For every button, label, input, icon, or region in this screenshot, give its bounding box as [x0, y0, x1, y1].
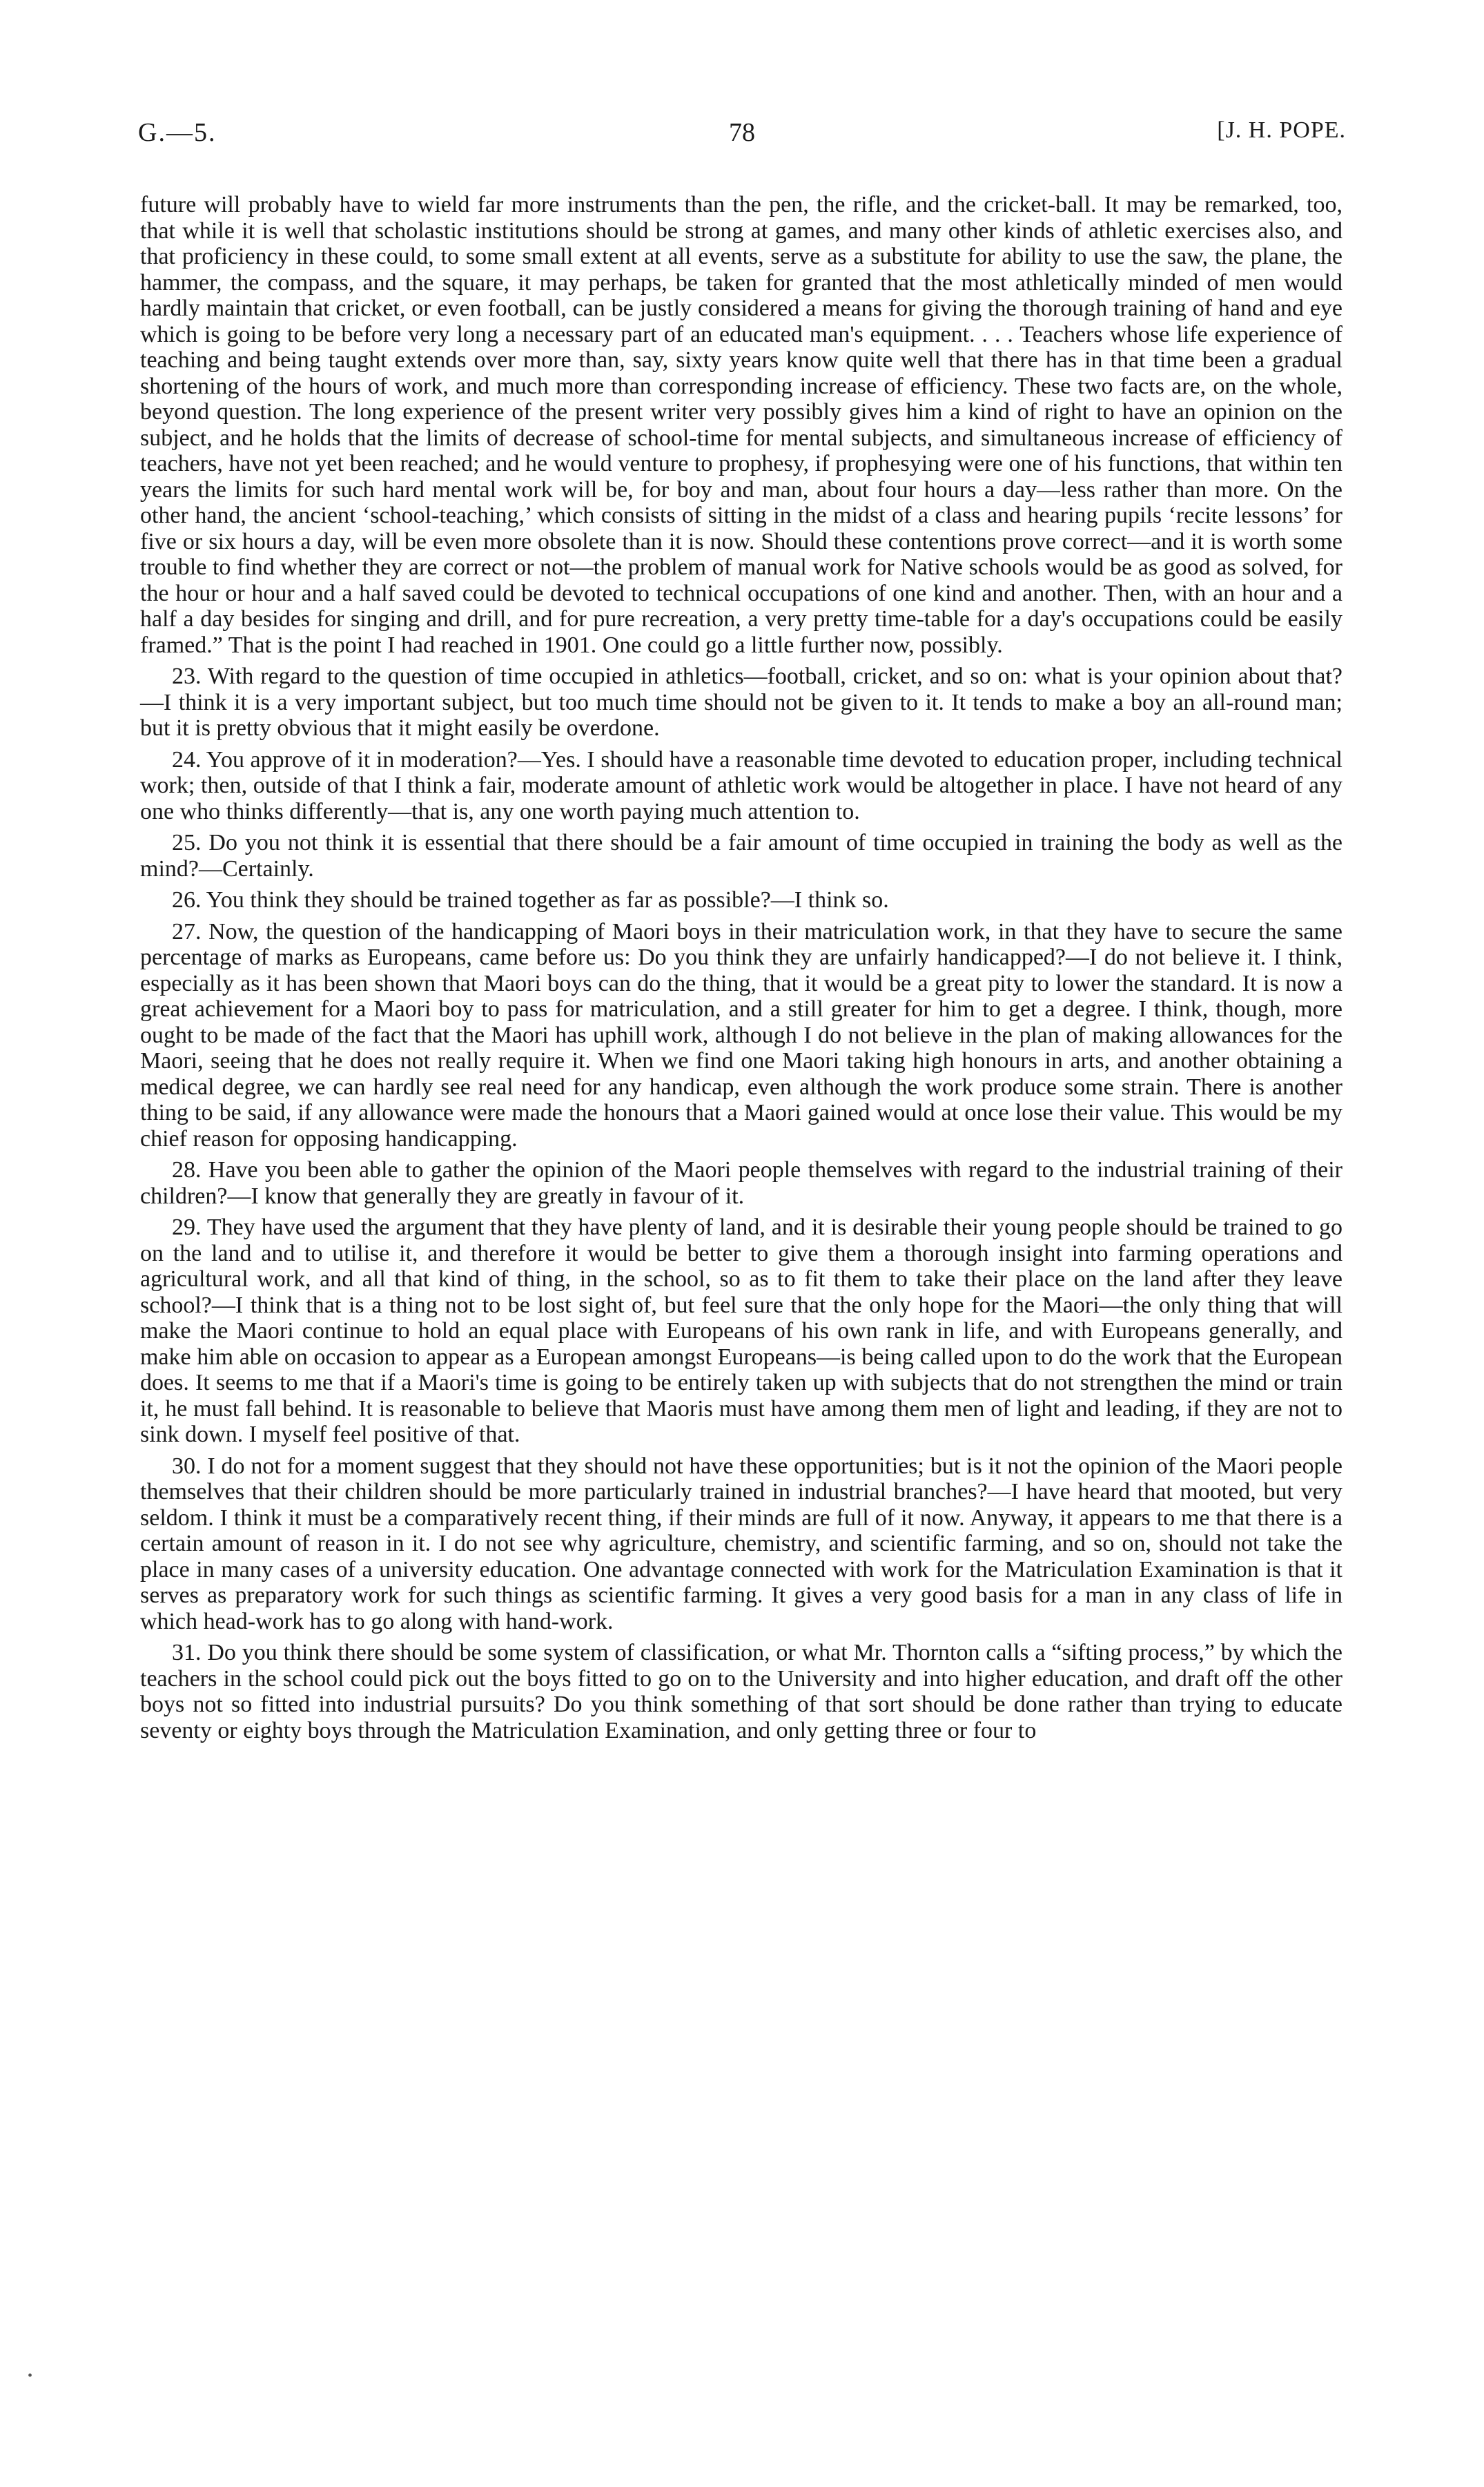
- witness-name: [J. H. POPE.: [1217, 117, 1346, 143]
- question-28: 28. Have you been able to gather the opinion of the Maori people themselves with regard to the industrial training of their children?—I know that generally they are greatly in favour of it.: [140, 1157, 1343, 1209]
- question-27: 27. Now, the question of the handicapping of Maori boys in their matriculation work, in that they have to secure the same percentage of marks as Europeans, came before us: Do you think they are unfairly handicapped?—I do not believe it. I think, especially as it has been shown that Maori boys can do the thing, that it would be a great pity to lower the standard. It is now a great achievement for a Maori boy to pass for matriculation, and a still greater for him to get a degree. I think, though, more ought to be made of the fact that the Maori has uphill work, although I do not believe in the plan of making allowances for the Maori, seeing that he does not really require it. When we find one Maori taking high honours in arts, and another obtaining a medical degree, we can hardly see real need for any handicap, even although the work produce some strain. There is another thing to be said, if any allowance were made the honours that a Maori gained would at once lose their value. This would be my chief reason for opposing handicapping.: [140, 918, 1343, 1152]
- margin-mark-decoration: •: [28, 2368, 33, 2383]
- question-25: 25. Do you not think it is essential that there should be a fair amount of time occupied in training the body as well as the mind?—Certainly.: [140, 830, 1343, 882]
- page-body: [140, 192, 1343, 1749]
- question-23: 23. With regard to the question of time occupied in athletics—football, cricket, and so on: what is your opinion about that?—I think it is a very important subject, but too much time should not be given to it. It tends to make a boy an all-round man; but it is pretty obvious that it might easily be overdone.: [140, 664, 1343, 741]
- document-reference: G.—5.: [138, 118, 217, 147]
- page-number: 78: [729, 118, 755, 147]
- question-30: 30. I do not for a moment suggest that they should not have these opportunities; but is it not the opinion of the Maori people themselves that their children should be more particularly trained in industrial branches?—I have heard that mooted, but very seldom. I think it must be a comparatively recent thing, if their minds are full of it now. Anyway, it appears to me that there is a certain amount of reason in it. I do not see why agriculture, chemistry, and scientific farming, and so on, should not take the place in many cases of a university education. One advantage connected with work for the Matriculation Examination is that it serves as preparatory work for such things as scientific farming. It gives a very good basis for a man in any class of life in which head-work has to go along with hand-work.: [140, 1453, 1343, 1634]
- question-31: 31. Do you think there should be some system of classification, or what Mr. Thornton calls a “sifting process,” by which the teachers in the school could pick out the boys fitted to go on to the University and into higher education, and draft off the other boys not so fitted into industrial pursuits? Do you think something of that sort should be done rather than trying to educate seventy or eighty boys through the Matriculation Examination, and only getting three or four to: [140, 1640, 1343, 1743]
- question-26: 26. You think they should be trained together as far as possible?—I think so.: [172, 887, 889, 913]
- question-24: 24. You approve of it in moderation?—Yes. I should have a reasonable time devoted to education proper, including technical work; then, outside of that I think a fair, moderate amount of athletic work would be altogether in place. I have not heard of any one who thinks differently—that is, any one worth paying much attention to.: [140, 746, 1343, 824]
- continued-paragraph: future will probably have to wield far more instruments than the pen, the rifle, and the cricket-ball. It may be remarked, too, that while it is well that scholastic institutions should be strong at games, and many other kinds of athletic exercises also, and that proficiency in these could, to some small extent at all events, serve as a substitute for ability to use the saw, the plane, the hammer, the compass, and the square, it may perhaps, be taken for granted that the most athletically minded of men would hardly maintain that cricket, or even football, can be justly considered a means for giving the thorough training of hand and eye which is going to be before very long a necessary part of an educated man's equipment. . . . Teachers whose life experience of teaching and being taught extends over more than, say, sixty years know quite well that there has in that time been a gradual shortening of the hours of work, and much more than corresponding increase of efficiency. These two facts are, on the whole, beyond question. The long experience of the present writer very possibly gives him a kind of right to have an opinion on the subject, and he holds that the limits of decrease of school-time for mental subjects, and simultaneous increase of efficiency of teachers, have not yet been reached; and he would venture to prophesy, if prophesying were one of his functions, that within ten years the limits for such hard mental work will be, for boy and man, about four hours a day—less rather than more. On the other hand, the ancient ‘school-teaching,’ which consists of sitting in the midst of a class and hearing pupils ‘recite lessons’ for five or six hours a day, will be even more obsolete than it is now. Should these contentions prove correct—and it is worth some trouble to find whether they are correct or not—the problem of manual work for Native schools would be as good as solved, for the hour or hour and a half saved could be devoted to technical occupations of one kind and another. Then, with an hour and a half a day besides for singing and drill, and for pure recreation, a very pretty time-table for a day's occupations could be easily framed.” That is the point I had reached in 1901. One could go a little further now, possibly.: [140, 192, 1343, 658]
- page-header: [138, 117, 1346, 166]
- question-29: 29. They have used the argument that they have plenty of land, and it is desirable their young people should be trained to go on the land and to utilise it, and therefore it would be better to give them a thorough insight into farming operations and agricultural work, and all that kind of thing, in the school, so as to fit them to take their place on the land after they leave school?—I think that is a thing not to be lost sight of, but feel sure that the only hope for the Maori—the only thing that will make the Maori continue to hold an equal place with Europeans of his own rank in life, and with Europeans generally, and make him able on occasion to appear as a European amongst Europeans—is being called upon to do the work that the European does. It seems to me that if a Maori's time is going to be entirely taken up with subjects that do not strengthen the mind or train it, he must fall behind. It is reasonable to believe that Maoris must have among them men of light and leading, if they are not to sink down. I myself feel positive of that.: [140, 1215, 1343, 1447]
